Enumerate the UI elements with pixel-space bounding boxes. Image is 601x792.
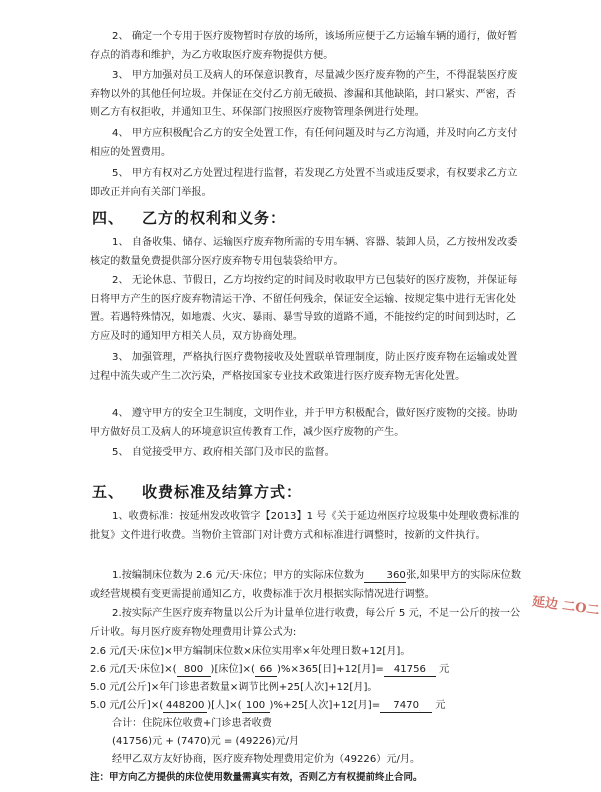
bed-fee-total: 41756 [384,663,436,677]
sec3-clause-2: 2、 确定一个专用于医疗废物暂时存放的场所，该场所应便于乙方运输车辆的通行，做好暂存点的消毒和维护，为乙方收取医疗废弃物提供方便。 [90,31,518,61]
outpatient-fee-calculation: 5.0 元/[公斤]×( 448200 )[人]×( 100 )%+25[人次]+12[月]= 7470 元 [90,700,446,711]
total-monthly-fee: 49226 [239,736,272,747]
section-4-title: 乙方的权利和义务： [142,209,287,227]
bed-count-field: 360 [364,569,406,583]
sec3-clause-4: 4、 甲方应积极配合乙方的安全处置工作，有任何问题及时与乙方沟通，并及时向乙方支付相应的处置费用。 [90,128,518,158]
waste-weight-clause: 2.按实际产生医疗废弃物量以公斤为计量单位进行收费，每公斤 5 元，不足一公斤的按一公斤计收。每月医疗废弃物处理费用计算公式为: [90,608,521,638]
outpatient-fee-formula: 5.0 元/[公斤]×年门诊患者数量×调节比例+25[人次]+12[月]。 [90,682,378,693]
seal-stamp-fragment: 延边 二O二 [531,594,601,619]
fee-standard-clause: 1、收费标准：按延州发改收管字【2013】1 号《关于延边州医疗垃圾集中处理收费标准的批复》文件进行收费。当物价主管部门对计费方式和标准进行调整时，按新的文件执行。 [90,511,520,541]
outpatient-fee-total: 7470 [380,699,432,713]
total-bed-fee: 41756 [115,736,149,747]
sec4-clause-3: 3、 加强管理，严格执行医疗费物接收及处置联单管理制度，防止医疗废弃物在运输或处置过程中流失或产生二次污染，严格按国家专业技术政策进行医疗废弃物无害化处置。 [90,352,518,382]
section-5-number: 五、 [92,483,125,501]
sec3-clause-3: 3、 甲方加强对员工及病人的环保意识教育，尽量减少医疗废弃物的产生，不得混装医疗废弃物以外的其他任何垃圾。并保证在交付乙方前无破损、渗漏和其他缺陷，封口紧实、严密，否则乙方有权拒收，并通知卫生、环保部门按照医疗废物管理条例进行处理。 [90,70,518,119]
ratio-value: 100 [242,699,270,713]
section-5-heading [92,481,302,502]
bed-fee-calculation: 2.6 元/[天·床位]×( 800 )[床位]×( 66 )%×365[日]+12[月]= 41756 元 [90,664,450,675]
agreed-price: 经甲乙双方友好协商，医疗废弃物处理费用定价为（49226）元/月。 [112,754,421,765]
bed-fee-formula: 2.6 元/[天·床位]×甲方编制床位数×床位实用率×年处理日数+12[月]。 [90,646,411,657]
bed-usage-note: 注：甲方向乙方提供的床位使用数量需真实有效，否则乙方有权提前终止合同。 [90,772,423,783]
bed-fee-clause: 1.按编制床位数为 2.6 元/天·床位；甲方的实际床位数为 360张,如果甲方的实际床位数或经营规模有变更需提前通知乙方，收费标准于次月根据实际情况进行调整。 [90,570,522,600]
section-4-heading [92,207,286,228]
usage-rate-value: 66 [255,663,277,677]
sec3-clause-5: 5、 甲方有权对乙方处置过程进行监督，若发现乙方处置不当或违反要求，有权要求乙方立即改正并向有关部门举报。 [90,168,518,198]
total-label: 合计：住院床位收费+门诊患者收费 [112,718,272,729]
sec4-clause-5: 5、 自觉接受甲方、政府相关部门及市民的监督。 [112,447,335,458]
total-calculation: (41756)元 + (7470)元 = (49226)元/月 [112,736,300,747]
section-5-title: 收费标准及结算方式： [142,483,303,501]
sec4-clause-2: 2、 无论休息、节假日，乙方均按约定的时间及时收取甲方已包装好的医疗废物，并保证每日将甲方产生的医疗废弃物清运干净、不留任何残余，保证安全运输、按规定集中进行无害化处置。若遇特殊情况，如地震、火灾、暴雨、暴雪导致的道路不通，不能按约定的时间到达时，乙方应及时的通知甲方相关人员，双方协商处理。 [90,275,518,342]
total-outpatient-fee: 7470 [180,736,207,747]
sec4-clause-1: 1、 自备收集、储存、运输医疗废弃物所需的专用车辆、容器、装卸人员，乙方按州发改委核定的数量免费提供部分医疗废弃物专用包装袋给甲方。 [90,237,518,267]
patients-value: 448200 [163,699,207,713]
beds-value: 800 [177,663,211,677]
section-4-number: 四、 [92,209,125,227]
sec4-clause-4: 4、 遵守甲方的安全卫生制度，文明作业，并于甲方积极配合，做好医疗废物的交接。协助甲方做好员工及病人的环境意识宣传教育工作，减少医疗废物的产生。 [90,408,518,438]
